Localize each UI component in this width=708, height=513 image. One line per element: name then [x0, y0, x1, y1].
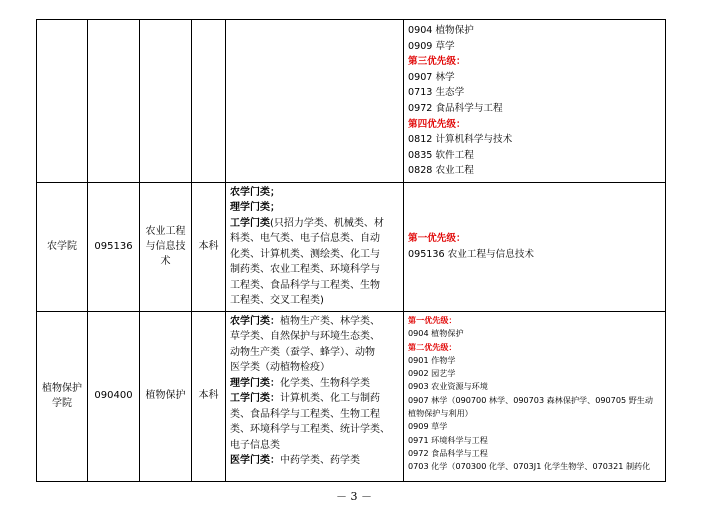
priority-heading: 第三优先级：: [408, 56, 466, 68]
priority-item: 0828 农业工程: [408, 165, 474, 177]
requirement-text: 化学类、生物科学类: [280, 377, 370, 389]
table-row: [37, 311, 666, 481]
requirement-text: 植物生产类、林学类、: [280, 315, 380, 327]
requirements-cell: [226, 311, 404, 481]
priority-item: 0972 食品科学与工程: [408, 102, 503, 114]
priority-item: 0907 林学（090700 林学、090703 森林保护学、090705 野生动植物保护与利用）: [408, 394, 653, 419]
priority-item: 0909 草学: [408, 40, 455, 52]
requirement-text: 电子信息类: [230, 439, 280, 451]
requirement-group: [230, 314, 399, 376]
major-cell: 植物保护: [140, 311, 192, 481]
requirement-group: [230, 200, 399, 216]
admission-table: [36, 19, 666, 482]
requirement-group: [230, 391, 399, 453]
requirement-text: 类、环境科学与工程类、统计学类、: [230, 424, 390, 436]
priority-item: 0972 食品科学与工程: [408, 447, 488, 458]
code-cell: 090400: [88, 311, 140, 481]
code-cell: [88, 20, 140, 183]
requirement-text: 类、食品科学与工程类、生物工程: [230, 408, 380, 420]
requirement-category: 理学门类：: [230, 377, 280, 389]
priority-item: 0703 化学（070300 化学、0703J1 化学生物学、070321 制药化: [408, 461, 651, 472]
priority-item: 0904 植物保护: [408, 25, 474, 36]
requirements-cell: [226, 182, 404, 311]
priority-item: 0835 软件工程: [408, 149, 474, 161]
priority-item: 0971 环境科学与工程: [408, 434, 488, 445]
requirement-text: 中药学类、药学类: [280, 455, 360, 467]
requirement-text: 化类、计算机类、测绘类、化工与: [230, 248, 380, 260]
major-cell: [140, 20, 192, 183]
priorities-cell: [404, 311, 666, 481]
requirement-category: 理学门类；: [230, 202, 280, 214]
table-row: [37, 20, 666, 183]
level-cell: [192, 20, 226, 183]
requirement-text: 制药类、农业工程类、环境科学与: [230, 264, 380, 276]
college-cell: [37, 311, 88, 481]
requirement-text: 计算机类、化工与制药: [280, 393, 380, 405]
priority-item: 0907 林学: [408, 71, 455, 83]
college-text: 植物保护学院: [42, 383, 82, 410]
priority-heading: 第四优先级：: [408, 118, 466, 130]
priority-item: 0902 园艺学: [408, 368, 456, 379]
requirement-category: 农学门类：: [230, 315, 280, 327]
college-cell: [37, 20, 88, 183]
priority-item: 0713 生态学: [408, 87, 465, 99]
requirement-text: 医学类（动植物检疫）: [230, 362, 330, 374]
priority-item: 095136 农业工程与信息技术: [408, 248, 535, 260]
priority-heading: 第二优先级：: [408, 341, 457, 352]
code-cell: 095136: [88, 182, 140, 311]
priority-item: 0909 草学: [408, 421, 448, 432]
table-row: [37, 182, 666, 311]
priority-item: 0904 植物保护: [408, 328, 464, 339]
requirement-group: [230, 453, 399, 469]
requirement-group: [230, 185, 399, 201]
page-number: － 3 －: [336, 490, 372, 503]
requirement-group: [230, 376, 399, 392]
priority-heading: 第一优先级：: [408, 314, 457, 325]
priorities-cell: [404, 182, 666, 311]
requirement-group: [230, 216, 399, 309]
college-cell: 农学院: [37, 182, 88, 311]
requirement-text: 动物生产类（蚕学、蜂学）、动物: [230, 346, 375, 358]
priority-heading: 第一优先级：: [408, 233, 466, 245]
requirement-category: 工学门类：: [230, 393, 280, 405]
requirement-text: 草学类、自然保护与环境生态类、: [230, 331, 380, 343]
priorities-cell: [404, 20, 666, 183]
requirement-text: 料类、电气类、电子信息类、自动: [230, 233, 380, 245]
priority-item: 0903 农业资源与环境: [408, 381, 488, 392]
level-cell: 本科: [192, 311, 226, 481]
requirement-category: 农学门类；: [230, 186, 280, 198]
requirement-text: 工程类、食品科学与工程类、生物: [230, 279, 380, 291]
level-cell: 本科: [192, 182, 226, 311]
requirement-text: 工程类、交叉工程类): [230, 295, 324, 307]
major-cell: [140, 182, 192, 311]
requirement-category: 工学门类: [230, 217, 270, 229]
requirement-category: 医学门类：: [230, 455, 280, 467]
priority-item: 0901 作物学: [408, 354, 456, 365]
major-text: 农业工程与信息技术: [145, 226, 186, 268]
requirements-cell: [226, 20, 404, 183]
requirement-text: (只招力学类、机械类、材: [270, 217, 384, 229]
priority-item: 0812 计算机科学与技术: [408, 134, 513, 146]
